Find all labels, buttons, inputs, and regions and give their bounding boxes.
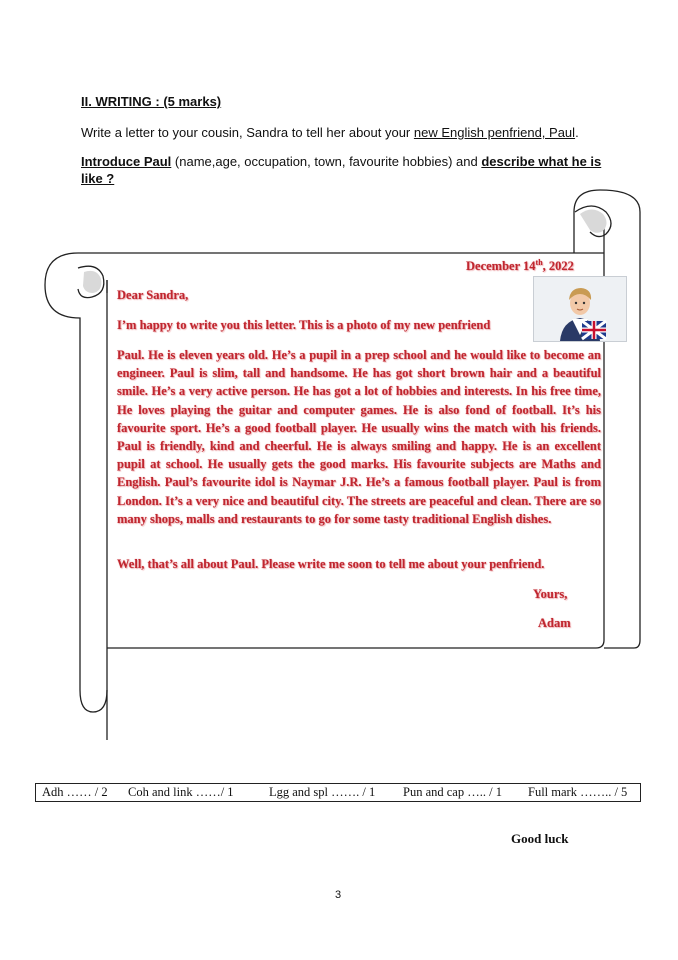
letter-signature: Adam <box>538 616 571 630</box>
page-number: 3 <box>335 889 342 901</box>
date-ordinal: th <box>535 258 543 267</box>
penfriend-photo <box>533 276 627 342</box>
scroll-curl-shade-right <box>580 210 607 233</box>
scroll-curl-shade-left <box>83 271 101 293</box>
instruction-period: . <box>575 125 579 140</box>
rubric-language: Lgg and spl ……. / 1 <box>269 785 376 799</box>
date-day: December 14 <box>466 259 536 274</box>
rubric-full-mark: Full mark …….. / 5 <box>528 785 628 799</box>
letter-intro: I’m happy to write you this letter. This is a photo of my new penfriend <box>117 318 491 332</box>
letter-body: Paul. He is eleven years old. He’s a pupil in a prep school and he would like to become an engineer. Paul is slim, tall and handsome. He has got short brown hair and a beautiful smile. He’s a very active person. He has got a lot of hobbies and interests. In his free time, He loves playing the guitar and computer games. He is also fond of football. It’s his favourite sport. He’s a good football player. He usually wins the match with his friends. Paul is friendly, kind and cheerful. He is always smiling and happy. He is an excellent pupil at school. He usually gets the good marks. His favourite subjects are Maths and English. Paul’s favourite idol is Naymar J.R. He’s a famous football player. Paul is from London. It’s a very nice and beautiful city. The streets are peaceful and clean. There are so many shops, malls and restaurants to go for some tasty traditional English dishes. <box>117 348 601 526</box>
instruction-describe: describe what he is like ? <box>81 154 602 186</box>
boy-photo-icon <box>534 277 626 341</box>
date-year: , 2022 <box>542 259 574 274</box>
instruction-introduce: Introduce Paul <box>81 154 172 169</box>
instruction-text: Write a letter to your cousin, Sandra to tell her about your <box>81 125 414 140</box>
rubric-punctuation: Pun and cap ….. / 1 <box>403 785 502 799</box>
letter-greeting: Dear Sandra, <box>117 288 189 302</box>
letter-signoff: Yours, <box>533 587 568 601</box>
rubric-adh: Adh …… / 2 <box>42 785 108 799</box>
section-heading: II. WRITING : (5 marks) <box>81 94 222 109</box>
letter-closing: Well, that’s all about Paul. Please write me soon to tell me about your penfriend. <box>117 557 545 571</box>
instruction-details: (name,age, occupation, town, favourite hobbies) and <box>171 154 482 169</box>
instruction-underlined: new English penfriend, Paul <box>413 125 576 140</box>
letter-date <box>466 258 574 274</box>
rubric-coherence: Coh and link ……/ 1 <box>128 785 234 799</box>
marking-rubric <box>35 783 641 802</box>
good-luck: Good luck <box>511 831 569 846</box>
